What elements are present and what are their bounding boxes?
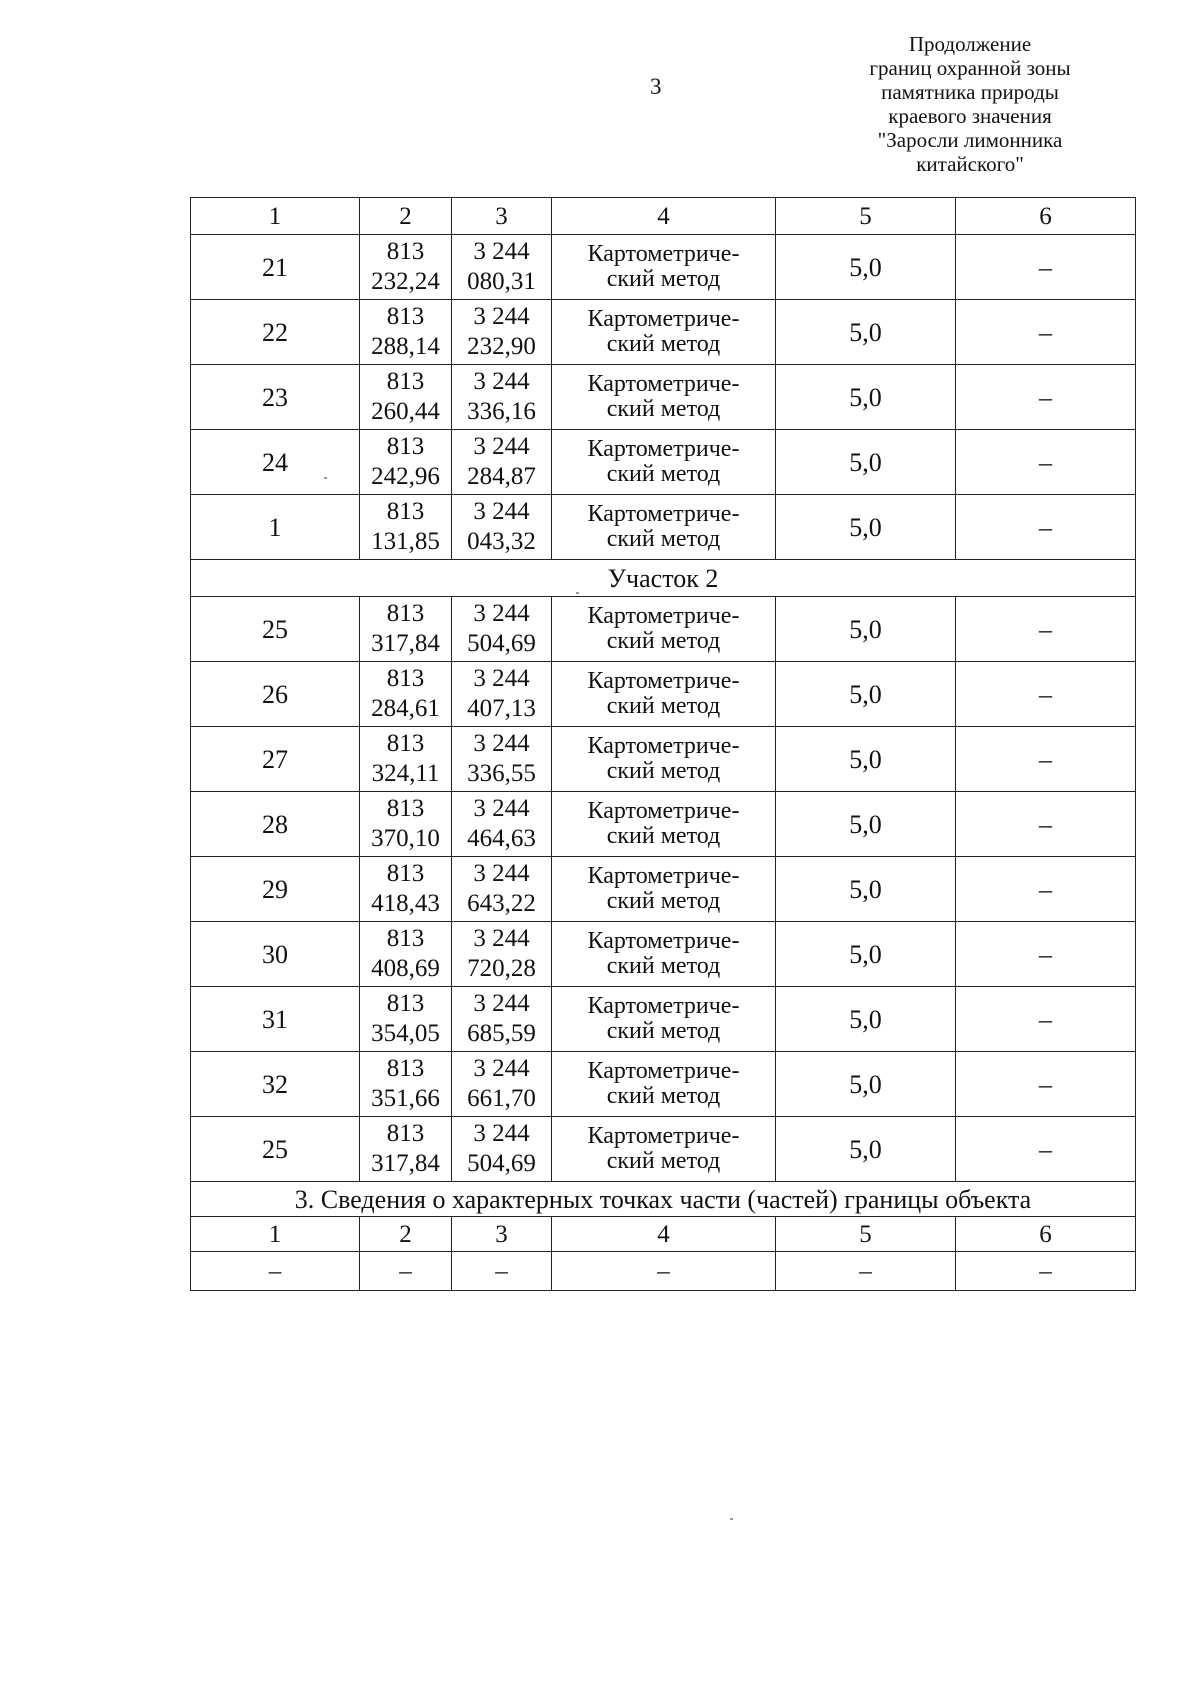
x-coordinate-line-2: 418,43 bbox=[371, 890, 440, 917]
point-number: 1 bbox=[191, 495, 360, 560]
y-coordinate-line-2: 720,28 bbox=[467, 955, 536, 982]
y-coordinate-line-1: 3 244 bbox=[473, 730, 530, 757]
y-coordinate-line-2: 685,59 bbox=[467, 1020, 536, 1047]
accuracy: 5,0 bbox=[776, 365, 956, 430]
x-coordinate-line-2: 370,10 bbox=[371, 825, 440, 852]
determination-method bbox=[552, 792, 776, 857]
point-number: 24 bbox=[191, 430, 360, 495]
x-coordinate bbox=[360, 857, 452, 922]
scan-speck bbox=[324, 477, 327, 479]
determination-method-line-2: ский метод bbox=[606, 526, 721, 552]
point-number: 22 bbox=[191, 300, 360, 365]
empty-cell: – bbox=[956, 1252, 1136, 1291]
y-coordinate-line-1: 3 244 bbox=[473, 665, 530, 692]
point-description: – bbox=[956, 922, 1136, 987]
y-coordinate-line-2: 504,69 bbox=[467, 1150, 536, 1177]
point-number: 25 bbox=[191, 1117, 360, 1182]
section3-column-number-row bbox=[191, 1217, 1136, 1252]
column-number: 3 bbox=[452, 198, 552, 235]
y-coordinate-line-1: 3 244 bbox=[473, 1055, 530, 1082]
determination-method bbox=[552, 300, 776, 365]
column-number: 4 bbox=[552, 1217, 776, 1252]
x-coordinate bbox=[360, 987, 452, 1052]
empty-cell: – bbox=[191, 1252, 360, 1291]
determination-method-line-2: ский метод bbox=[606, 1018, 721, 1044]
x-coordinate bbox=[360, 300, 452, 365]
point-number: 26 bbox=[191, 662, 360, 727]
determination-method-line-1: Картометриче- bbox=[587, 436, 740, 462]
determination-method bbox=[552, 662, 776, 727]
x-coordinate bbox=[360, 365, 452, 430]
table-row bbox=[191, 597, 1136, 662]
x-coordinate bbox=[360, 792, 452, 857]
y-coordinate-line-2: 336,55 bbox=[467, 760, 536, 787]
determination-method-line-2: ский метод bbox=[606, 1083, 721, 1109]
column-number: 6 bbox=[956, 1217, 1136, 1252]
caption-line: памятника природы bbox=[881, 80, 1059, 104]
y-coordinate-line-2: 080,31 bbox=[467, 268, 536, 295]
accuracy: 5,0 bbox=[776, 987, 956, 1052]
table-row bbox=[191, 857, 1136, 922]
determination-method-line-2: ский метод bbox=[606, 461, 721, 487]
accuracy: 5,0 bbox=[776, 1117, 956, 1182]
x-coordinate-line-1: 813 bbox=[386, 303, 425, 330]
scan-speck bbox=[730, 1518, 733, 1520]
x-coordinate bbox=[360, 1117, 452, 1182]
empty-cell: – bbox=[452, 1252, 552, 1291]
point-description: – bbox=[956, 597, 1136, 662]
point-description: – bbox=[956, 300, 1136, 365]
x-coordinate-line-2: 351,66 bbox=[371, 1085, 440, 1112]
point-number: 29 bbox=[191, 857, 360, 922]
y-coordinate-line-1: 3 244 bbox=[473, 860, 530, 887]
x-coordinate-line-2: 317,84 bbox=[371, 1150, 440, 1177]
x-coordinate-line-1: 813 bbox=[386, 433, 425, 460]
accuracy: 5,0 bbox=[776, 662, 956, 727]
accuracy: 5,0 bbox=[776, 727, 956, 792]
accuracy: 5,0 bbox=[776, 430, 956, 495]
determination-method-line-2: ский метод bbox=[606, 758, 721, 784]
x-coordinate bbox=[360, 495, 452, 560]
determination-method-line-1: Картометриче- bbox=[587, 306, 740, 332]
point-description: – bbox=[956, 857, 1136, 922]
determination-method-line-1: Картометриче- bbox=[587, 603, 740, 629]
determination-method-line-2: ский метод bbox=[606, 953, 721, 979]
x-coordinate bbox=[360, 662, 452, 727]
y-coordinate-line-2: 661,70 bbox=[467, 1085, 536, 1112]
y-coordinate bbox=[452, 300, 552, 365]
y-coordinate bbox=[452, 662, 552, 727]
determination-method-line-1: Картометриче- bbox=[587, 501, 740, 527]
column-number-row bbox=[191, 198, 1136, 235]
point-number: 27 bbox=[191, 727, 360, 792]
y-coordinate-line-2: 407,13 bbox=[467, 695, 536, 722]
y-coordinate bbox=[452, 1117, 552, 1182]
caption-line: китайского" bbox=[916, 152, 1024, 176]
x-coordinate-line-2: 408,69 bbox=[371, 955, 440, 982]
determination-method bbox=[552, 1052, 776, 1117]
y-coordinate-line-2: 043,32 bbox=[467, 528, 536, 555]
determination-method bbox=[552, 430, 776, 495]
determination-method-line-2: ский метод bbox=[606, 331, 721, 357]
x-coordinate bbox=[360, 235, 452, 300]
column-number: 4 bbox=[552, 198, 776, 235]
table-body bbox=[191, 198, 1136, 1291]
y-coordinate bbox=[452, 857, 552, 922]
determination-method-line-2: ский метод bbox=[606, 693, 721, 719]
determination-method-line-2: ский метод bbox=[606, 396, 721, 422]
table-row bbox=[191, 300, 1136, 365]
x-coordinate-line-2: 288,14 bbox=[371, 333, 440, 360]
y-coordinate-line-1: 3 244 bbox=[473, 795, 530, 822]
y-coordinate-line-2: 643,22 bbox=[467, 890, 536, 917]
determination-method-line-1: Картометриче- bbox=[587, 993, 740, 1019]
y-coordinate-line-1: 3 244 bbox=[473, 238, 530, 265]
x-coordinate-line-1: 813 bbox=[386, 1120, 425, 1147]
x-coordinate-line-2: 317,84 bbox=[371, 630, 440, 657]
y-coordinate-line-2: 284,87 bbox=[467, 463, 536, 490]
x-coordinate bbox=[360, 430, 452, 495]
column-number: 3 bbox=[452, 1217, 552, 1252]
empty-cell: – bbox=[360, 1252, 452, 1291]
accuracy: 5,0 bbox=[776, 495, 956, 560]
column-number: 6 bbox=[956, 198, 1136, 235]
continuation-caption bbox=[815, 32, 1125, 176]
empty-cell: – bbox=[776, 1252, 956, 1291]
accuracy: 5,0 bbox=[776, 597, 956, 662]
column-number: 2 bbox=[360, 1217, 452, 1252]
table-row bbox=[191, 792, 1136, 857]
x-coordinate-line-1: 813 bbox=[386, 990, 425, 1017]
determination-method bbox=[552, 495, 776, 560]
determination-method bbox=[552, 235, 776, 300]
determination-method-line-2: ский метод bbox=[606, 888, 721, 914]
x-coordinate bbox=[360, 1052, 452, 1117]
y-coordinate bbox=[452, 792, 552, 857]
y-coordinate bbox=[452, 922, 552, 987]
section-label-row bbox=[191, 560, 1136, 597]
point-number: 30 bbox=[191, 922, 360, 987]
y-coordinate-line-2: 464,63 bbox=[467, 825, 536, 852]
table-row bbox=[191, 365, 1136, 430]
point-description: – bbox=[956, 1117, 1136, 1182]
point-description: – bbox=[956, 727, 1136, 792]
point-description: – bbox=[956, 495, 1136, 560]
caption-line: краевого значения bbox=[888, 104, 1052, 128]
x-coordinate-line-1: 813 bbox=[386, 600, 425, 627]
caption-line: границ охранной зоны bbox=[869, 56, 1071, 80]
point-number: 25 bbox=[191, 597, 360, 662]
x-coordinate-line-1: 813 bbox=[386, 238, 425, 265]
x-coordinate-line-1: 813 bbox=[386, 665, 425, 692]
caption-line: "Заросли лимонника bbox=[877, 128, 1063, 152]
boundary-points-table bbox=[190, 197, 1136, 1291]
column-number: 1 bbox=[191, 198, 360, 235]
y-coordinate-line-1: 3 244 bbox=[473, 303, 530, 330]
x-coordinate bbox=[360, 597, 452, 662]
determination-method-line-1: Картометриче- bbox=[587, 928, 740, 954]
x-coordinate-line-2: 232,24 bbox=[371, 268, 440, 295]
table-row bbox=[191, 987, 1136, 1052]
determination-method-line-2: ский метод bbox=[606, 628, 721, 654]
point-description: – bbox=[956, 235, 1136, 300]
table-row bbox=[191, 662, 1136, 727]
table-row bbox=[191, 235, 1136, 300]
section3-empty-row bbox=[191, 1252, 1136, 1291]
determination-method-line-1: Картометриче- bbox=[587, 371, 740, 397]
x-coordinate-line-2: 242,96 bbox=[371, 463, 440, 490]
point-description: – bbox=[956, 1052, 1136, 1117]
x-coordinate bbox=[360, 727, 452, 792]
page-number: 3 bbox=[650, 74, 662, 99]
x-coordinate-line-2: 260,44 bbox=[371, 398, 440, 425]
y-coordinate bbox=[452, 987, 552, 1052]
point-description: – bbox=[956, 430, 1136, 495]
y-coordinate bbox=[452, 235, 552, 300]
x-coordinate bbox=[360, 922, 452, 987]
determination-method-line-2: ский метод bbox=[606, 266, 721, 292]
y-coordinate bbox=[452, 495, 552, 560]
table-row bbox=[191, 1117, 1136, 1182]
x-coordinate-line-1: 813 bbox=[386, 795, 425, 822]
determination-method-line-2: ский метод bbox=[606, 1148, 721, 1174]
column-number: 5 bbox=[776, 198, 956, 235]
x-coordinate-line-2: 284,61 bbox=[371, 695, 440, 722]
y-coordinate bbox=[452, 430, 552, 495]
accuracy: 5,0 bbox=[776, 792, 956, 857]
y-coordinate-line-2: 504,69 bbox=[467, 630, 536, 657]
x-coordinate-line-1: 813 bbox=[386, 860, 425, 887]
point-number: 21 bbox=[191, 235, 360, 300]
column-number: 1 bbox=[191, 1217, 360, 1252]
determination-method bbox=[552, 857, 776, 922]
determination-method-line-2: ский метод bbox=[606, 823, 721, 849]
x-coordinate-line-1: 813 bbox=[386, 1055, 425, 1082]
x-coordinate-line-1: 813 bbox=[386, 925, 425, 952]
section3-heading: 3. Сведения о характерных точках части (частей) границы объекта bbox=[191, 1182, 1136, 1217]
table-row bbox=[191, 1052, 1136, 1117]
table-row bbox=[191, 430, 1136, 495]
determination-method bbox=[552, 727, 776, 792]
y-coordinate-line-1: 3 244 bbox=[473, 925, 530, 952]
y-coordinate-line-2: 232,90 bbox=[467, 333, 536, 360]
point-number: 31 bbox=[191, 987, 360, 1052]
accuracy: 5,0 bbox=[776, 235, 956, 300]
y-coordinate bbox=[452, 1052, 552, 1117]
accuracy: 5,0 bbox=[776, 922, 956, 987]
accuracy: 5,0 bbox=[776, 857, 956, 922]
determination-method bbox=[552, 597, 776, 662]
y-coordinate-line-1: 3 244 bbox=[473, 1120, 530, 1147]
point-number: 32 bbox=[191, 1052, 360, 1117]
y-coordinate-line-1: 3 244 bbox=[473, 433, 530, 460]
section-label: Участок 2 bbox=[191, 560, 1136, 597]
y-coordinate bbox=[452, 365, 552, 430]
section3-heading-row bbox=[191, 1182, 1136, 1217]
y-coordinate-line-1: 3 244 bbox=[473, 498, 530, 525]
table-row bbox=[191, 495, 1136, 560]
scan-speck bbox=[576, 592, 579, 594]
y-coordinate-line-1: 3 244 bbox=[473, 600, 530, 627]
determination-method bbox=[552, 1117, 776, 1182]
y-coordinate bbox=[452, 597, 552, 662]
point-description: – bbox=[956, 987, 1136, 1052]
accuracy: 5,0 bbox=[776, 300, 956, 365]
accuracy: 5,0 bbox=[776, 1052, 956, 1117]
y-coordinate-line-1: 3 244 bbox=[473, 990, 530, 1017]
empty-cell: – bbox=[552, 1252, 776, 1291]
x-coordinate-line-1: 813 bbox=[386, 368, 425, 395]
point-description: – bbox=[956, 365, 1136, 430]
point-description: – bbox=[956, 662, 1136, 727]
x-coordinate-line-1: 813 bbox=[386, 498, 425, 525]
determination-method bbox=[552, 987, 776, 1052]
y-coordinate-line-2: 336,16 bbox=[467, 398, 536, 425]
y-coordinate bbox=[452, 727, 552, 792]
column-number: 2 bbox=[360, 198, 452, 235]
x-coordinate-line-1: 813 bbox=[386, 730, 425, 757]
determination-method-line-1: Картометриче- bbox=[587, 733, 740, 759]
determination-method-line-1: Картометриче- bbox=[587, 241, 740, 267]
determination-method-line-1: Картометриче- bbox=[587, 1123, 740, 1149]
table-row bbox=[191, 922, 1136, 987]
x-coordinate-line-2: 354,05 bbox=[371, 1020, 440, 1047]
y-coordinate-line-1: 3 244 bbox=[473, 368, 530, 395]
caption-line: Продолжение bbox=[908, 32, 1032, 56]
determination-method bbox=[552, 365, 776, 430]
point-number: 28 bbox=[191, 792, 360, 857]
column-number: 5 bbox=[776, 1217, 956, 1252]
point-description: – bbox=[956, 792, 1136, 857]
determination-method-line-1: Картометриче- bbox=[587, 863, 740, 889]
determination-method bbox=[552, 922, 776, 987]
determination-method-line-1: Картометриче- bbox=[587, 798, 740, 824]
point-number: 23 bbox=[191, 365, 360, 430]
determination-method-line-1: Картометриче- bbox=[587, 668, 740, 694]
determination-method-line-1: Картометриче- bbox=[587, 1058, 740, 1084]
table-row bbox=[191, 727, 1136, 792]
x-coordinate-line-2: 131,85 bbox=[371, 528, 440, 555]
x-coordinate-line-2: 324,11 bbox=[371, 760, 440, 787]
